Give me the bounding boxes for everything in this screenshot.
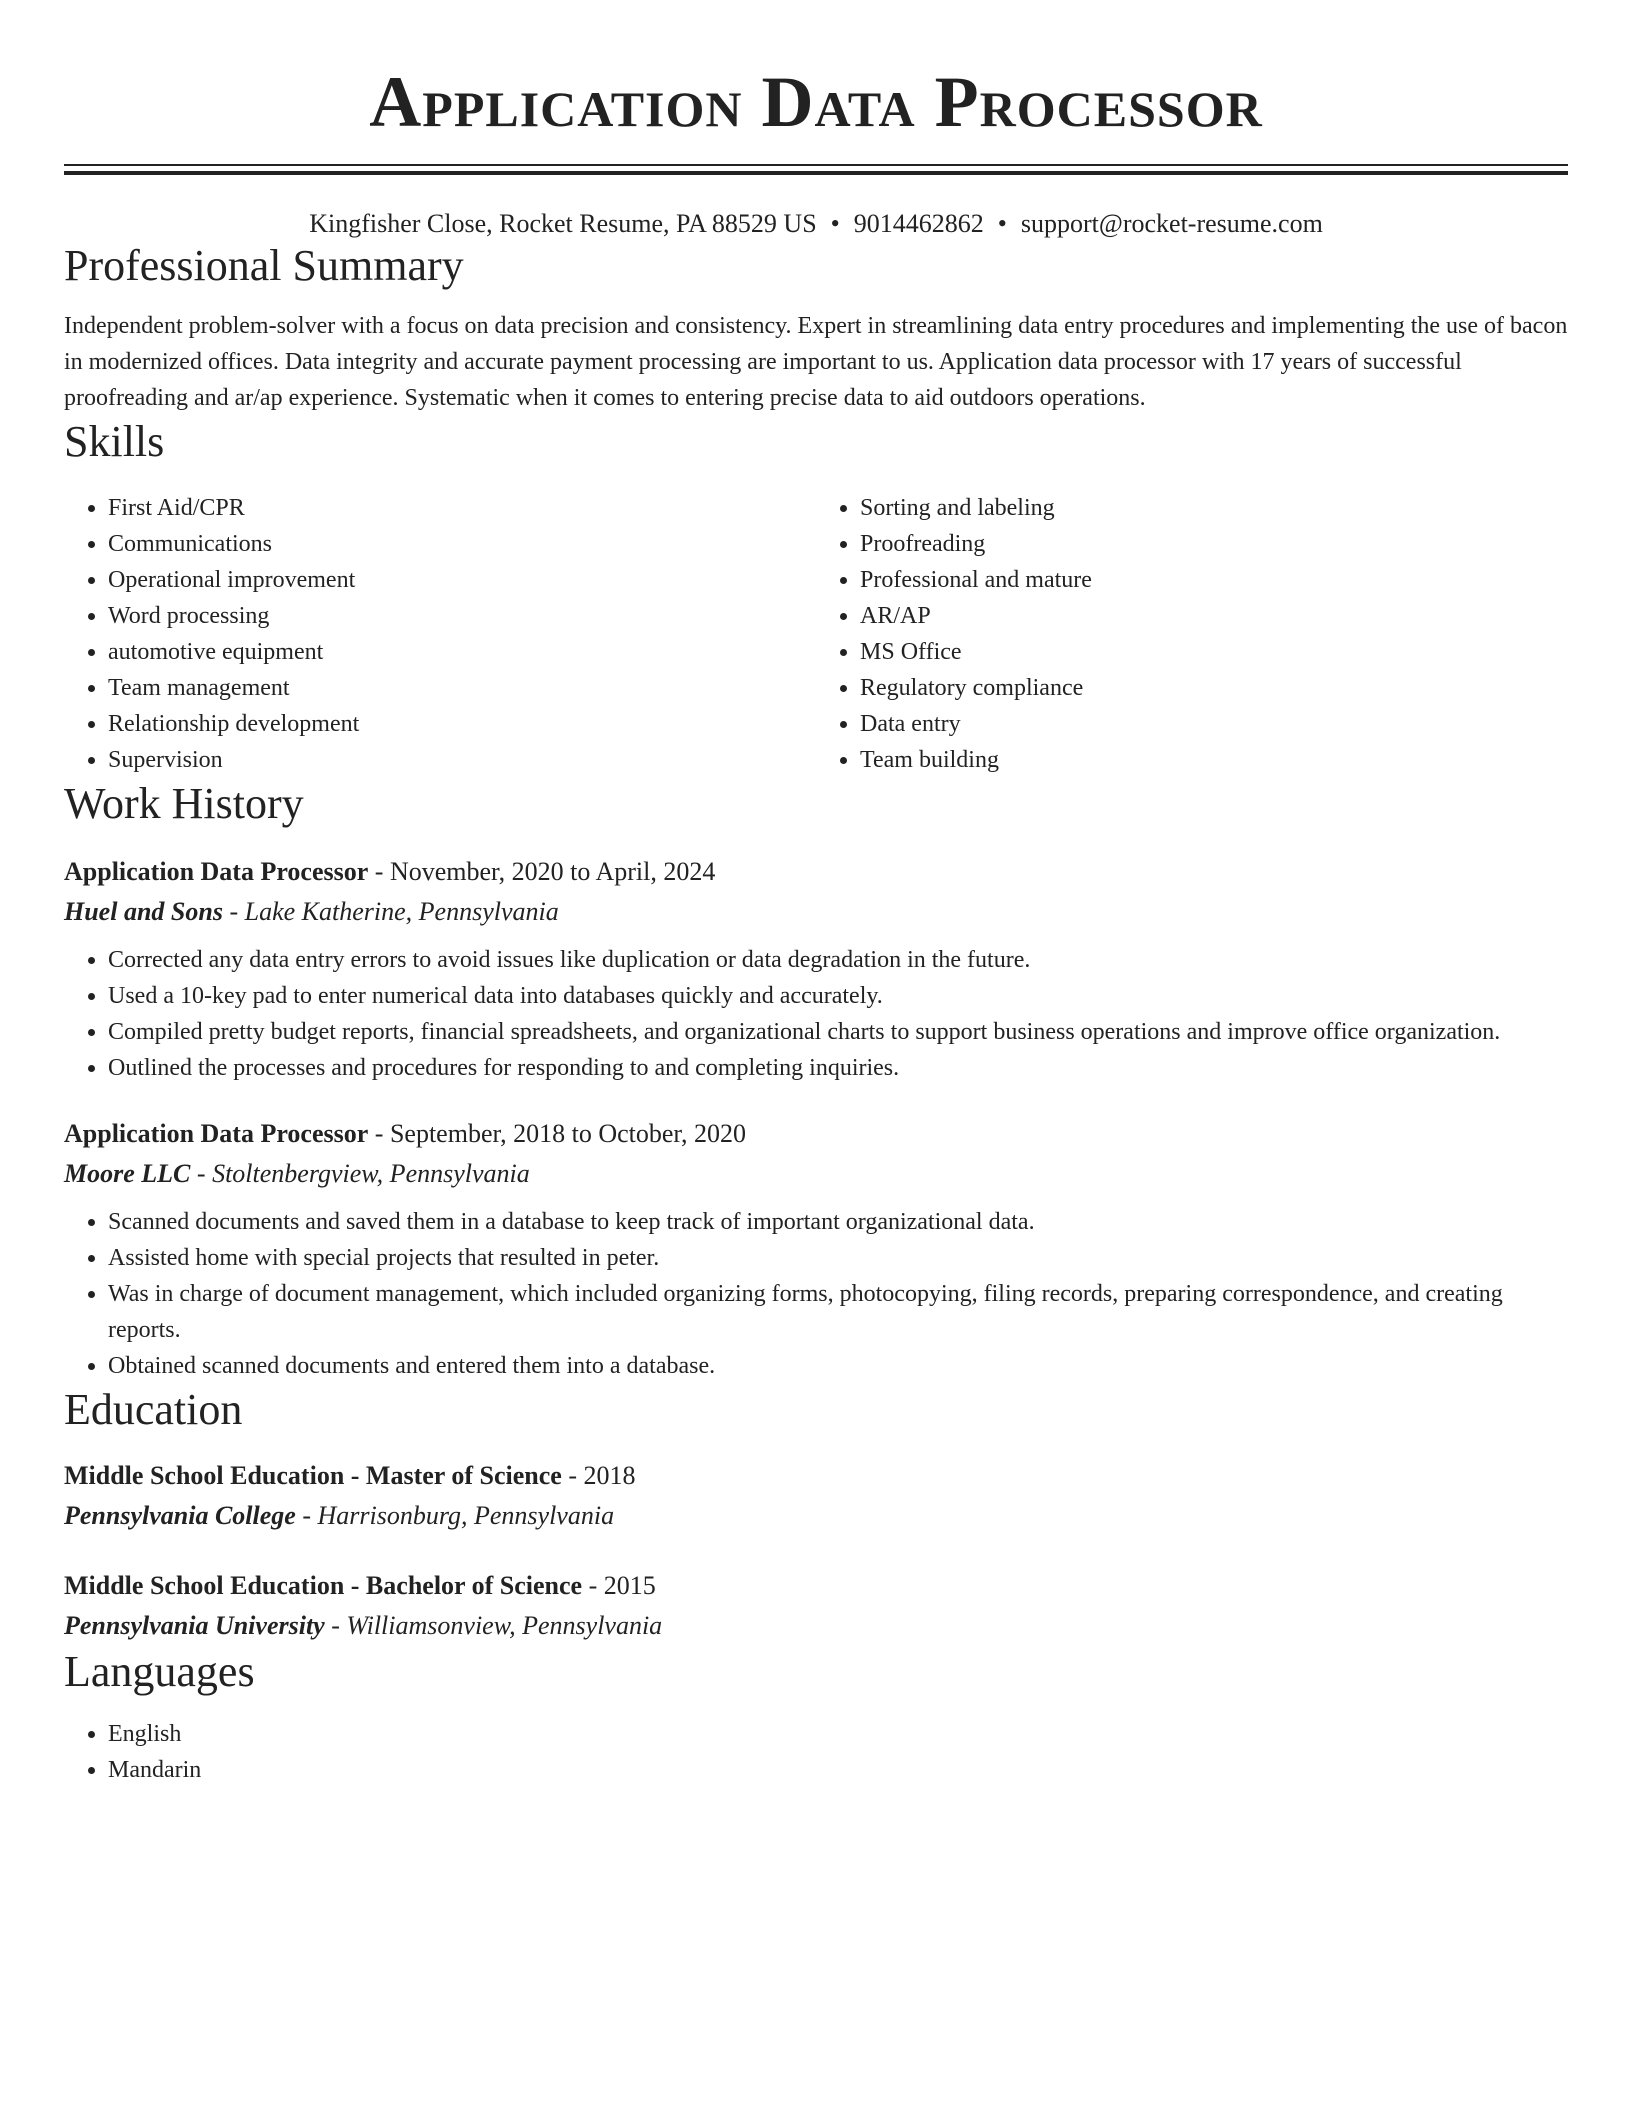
- job-dash: -: [368, 1119, 390, 1148]
- contact-separator: •: [830, 209, 840, 238]
- skill-item: • Data entry: [860, 706, 1568, 742]
- job-entry: [64, 1114, 1568, 1384]
- skill-item: • Team management: [108, 670, 816, 706]
- job-company: Moore LLC: [64, 1159, 191, 1188]
- job-dates: November, 2020 to April, 2024: [389, 857, 716, 886]
- languages-list: [64, 1716, 1568, 1788]
- degree-year: 2018: [583, 1461, 636, 1490]
- job-bullets: [64, 1204, 1568, 1384]
- school-location: Williamsonview, Pennsylvania: [346, 1611, 663, 1640]
- school-name: Pennsylvania College: [64, 1501, 296, 1530]
- school-line: [64, 1496, 1568, 1536]
- work-history-heading: Work History: [64, 779, 304, 828]
- contact-email: support@rocket-resume.com: [1020, 209, 1323, 238]
- skill-item: • Team building: [860, 742, 1568, 778]
- language-item: • Mandarin: [108, 1752, 1568, 1788]
- job-bullet: • Used a 10-key pad to enter numerical data into databases quickly and accurately.: [108, 978, 1568, 1014]
- degree-dash: -: [582, 1571, 604, 1600]
- contact-separator: •: [997, 209, 1007, 238]
- contact-address: Kingfisher Close, Rocket Resume, PA 88529 US: [309, 209, 817, 238]
- skill-item: • Word processing: [108, 598, 816, 634]
- degree: Middle School Education - Master of Science: [64, 1461, 562, 1490]
- education-entry: [64, 1456, 1568, 1536]
- job-bullet: • Compiled pretty budget reports, financial spreadsheets, and organizational charts to support business operations and improve office organization.: [108, 1014, 1568, 1050]
- skill-item: • Professional and mature: [860, 562, 1568, 598]
- contact-phone: 9014462862: [853, 209, 984, 238]
- education-entry: [64, 1566, 1568, 1646]
- job-title: Application Data Processor: [64, 857, 369, 886]
- job-dates: September, 2018 to October, 2020: [389, 1119, 747, 1148]
- skill-item: • Communications: [108, 526, 816, 562]
- job-title-line: [64, 1114, 1568, 1154]
- job-bullet: • Was in charge of document management, which included organizing forms, photocopying, filing records, preparing correspondence, and creating reports.: [108, 1276, 1568, 1348]
- skill-item: • Supervision: [108, 742, 816, 778]
- skill-item: • automotive equipment: [108, 634, 816, 670]
- job-entry: [64, 852, 1568, 1086]
- resume-title: Application Data Processor: [369, 62, 1263, 142]
- job-dash: -: [190, 1159, 213, 1188]
- degree: Middle School Education - Bachelor of Science: [64, 1571, 583, 1600]
- languages-heading: Languages: [64, 1647, 255, 1696]
- skills-heading: Skills: [64, 417, 165, 466]
- language-item: • English: [108, 1716, 1568, 1752]
- education-heading: Education: [64, 1385, 243, 1434]
- degree-line: [64, 1566, 1568, 1606]
- degree-year: 2015: [603, 1571, 656, 1600]
- title-divider: [64, 164, 1568, 174]
- divider-thin-line: [64, 164, 1568, 166]
- skill-item: • First Aid/CPR: [108, 490, 816, 526]
- skills-list: [64, 490, 1568, 778]
- job-title: Application Data Processor: [64, 1119, 369, 1148]
- job-bullet: • Outlined the processes and procedures for responding to and completing inquiries.: [108, 1050, 1568, 1086]
- job-location: Lake Katherine, Pennsylvania: [244, 897, 559, 926]
- job-company-line: [64, 1154, 1568, 1194]
- skill-item: • Relationship development: [108, 706, 816, 742]
- school-location: Harrisonburg, Pennsylvania: [317, 1501, 615, 1530]
- summary-heading: Professional Summary: [64, 241, 464, 290]
- skill-item: • AR/AP: [860, 598, 1568, 634]
- job-dash: -: [368, 857, 390, 886]
- skill-item: • Sorting and labeling: [860, 490, 1568, 526]
- job-bullet: • Obtained scanned documents and entered them into a database.: [108, 1348, 1568, 1384]
- summary-text: Independent problem-solver with a focus on data precision and consistency. Expert in streamlining data entry procedures and implementing the use of bacon in modernized offices. Data integrity and accurate payment processing are important to us. Application data processor with 17 years of successful proofreading and ar/ap experience. Systematic when it comes to entering precise data to aid outdoors operations.: [64, 313, 1568, 411]
- school-dash: -: [324, 1611, 347, 1640]
- job-bullet: • Corrected any data entry errors to avoid issues like duplication or data degradation in the future.: [108, 942, 1568, 978]
- degree-line: [64, 1456, 1568, 1496]
- skills-right-column: [816, 490, 1568, 778]
- school-line: [64, 1606, 1568, 1646]
- job-title-line: [64, 852, 1568, 892]
- degree-dash: -: [561, 1461, 584, 1490]
- school-name: Pennsylvania University: [64, 1611, 325, 1640]
- job-bullets: [64, 942, 1568, 1086]
- skill-item: • Proofreading: [860, 526, 1568, 562]
- skills-left-column: [64, 490, 816, 778]
- job-company: Huel and Sons: [64, 897, 223, 926]
- job-location: Stoltenbergview, Pennsylvania: [212, 1159, 530, 1188]
- skill-item: • Operational improvement: [108, 562, 816, 598]
- skill-item: • MS Office: [860, 634, 1568, 670]
- school-dash: -: [295, 1501, 318, 1530]
- job-bullet: • Scanned documents and saved them in a database to keep track of important organizational data.: [108, 1204, 1568, 1240]
- skill-item: • Regulatory compliance: [860, 670, 1568, 706]
- job-bullet: • Assisted home with special projects that resulted in peter.: [108, 1240, 1568, 1276]
- contact-line: [64, 208, 1568, 240]
- divider-thick-line: [64, 171, 1568, 175]
- job-company-line: [64, 892, 1568, 932]
- job-dash: -: [222, 897, 245, 926]
